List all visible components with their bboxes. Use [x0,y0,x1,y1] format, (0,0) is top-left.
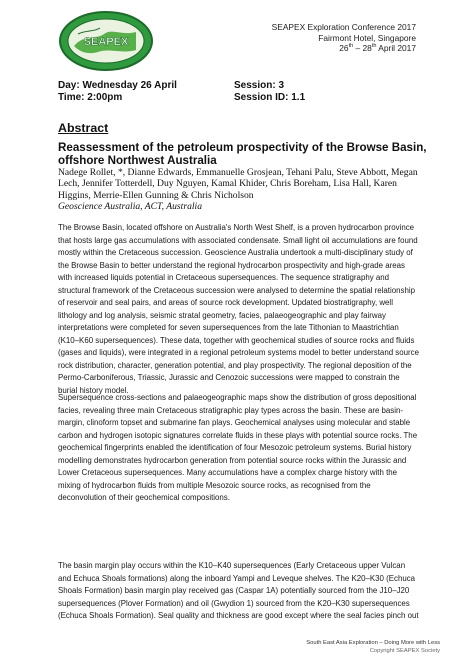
conference-dates: 26th – 28th April 2017 [339,43,416,54]
session-label: Session: 3 [234,80,285,91]
session-info [234,80,305,105]
conference-venue: Fairmont Hotel, Singapore [318,32,416,43]
session-day-time [58,80,177,105]
time-label: Time: 2:00pm [58,92,123,104]
author-list: Nadege Rollet, *, Dianne Edwards, Emmanuelle Grosjean, Tehani Palu, Steve Abbott, Megan Lech, Jennifer Totterdell, Duy Nguyen, Kamal Khider, Chris Boreham, Lisa Hall, Karen Higgins, Merrie-Ellen Gunning & Chris Nicholson [58,167,418,201]
body-paragraph: The Browse Basin, located offshore on Australia's North West Shelf, is a proven hydrocarbon province that hosts large gas accumulations with associated condensate. Small light oil accumulations are found mostly within the Cretaceous succession. Geoscience Australia undertook a multi-disciplinary study of the Browse Basin to better understand the regional hydrocarbon prospectivity and high-grade areas with increased liquids potential in Cretaceous supersequences. The sequence stratigraphy and structural framework of the Cretaceous succession were analysed to determine the spatial relationship of reservoir and seal pairs, and areas of source rock development. Updated biostratigraphy, well lithology and log analysis, seismic stratal geometry, facies, palaeogeographic and play fairway interpretations were completed for seven supersequences from the late Tithonian to Maastrichtian (K10–K60 supersequences). These data, together with geochemical studies of source rocks and fluids (gases and liquids), were integrated in a regional petroleum systems model to better understand source rock distribution, character, generation potential, and play prospectivity. The regional deposition of the Permo-Carboniferous, Triassic, Jurassic and Cenozoic successions were mapped to constrain the burial history model. [58,223,419,395]
logo-wordmark: SEAPEX [83,36,129,48]
day-label: Day: Wednesday 26 April [58,80,177,91]
session-id-label: Session ID: 1.1 [234,92,306,104]
page-footer [306,639,440,655]
body-paragraph: The basin margin play occurs within the K10–K40 supersequences (Early Cretaceous upper Vulcan and Echuca Shoals formations) along the inboard Yampi and Leveque shelves. The K20–K30 (Echuca Shoals Formation) basin margin play received gas (Caspar 1A) potentially sourced from the J10–J20 supersequences (Plover Formation) and oil (Gwydion 1) sourced from the K20–K30 supersequences (Echuca Shoals Formation). Seal quality and thickness are good except where the seal facies pinch out [58,561,419,620]
author-block [58,167,418,213]
body-paragraph: Supersequence cross-sections and palaeogeographic maps show the distribution of gross depositional facies, revealing three main Cretaceous stratigraphic play types across the basin. These are basin-margin, clinoform topset and submarine fan plays. Geochemical analyses using molecular and stable carbon and hydrogen isotopic signatures correlate fluids in these plays with potential source rocks. The geochemical fingerprints enabled the identification of four Mesozoic petroleum systems. Burial history modelling demonstrates hydrocarbon generation from potential source rocks within the Jurassic and Lower Cretaceous supersequences. Many accumulations have a complex charge history with the mixing of hydrocarbon fluids from multiple Mesozoic source rocks, as recognised from the deconvolution of their geochemical compositions. [58,393,418,502]
abstract-heading: Abstract [58,121,109,135]
footer-tagline: South East Asia Exploration – Doing More with Less [306,640,440,646]
seapex-logo [58,10,154,72]
affiliation: Geoscience Australia, ACT, Australia [58,201,202,213]
paper-title: Reassessment of the petroleum prospectivity of the Browse Basin, offshore Northwest Australia [58,141,427,168]
footer-copyright: Copyright SEAPEX Society [369,648,440,654]
conference-header [216,22,416,54]
conference-name: SEAPEX Exploration Conference 2017 [271,22,416,32]
